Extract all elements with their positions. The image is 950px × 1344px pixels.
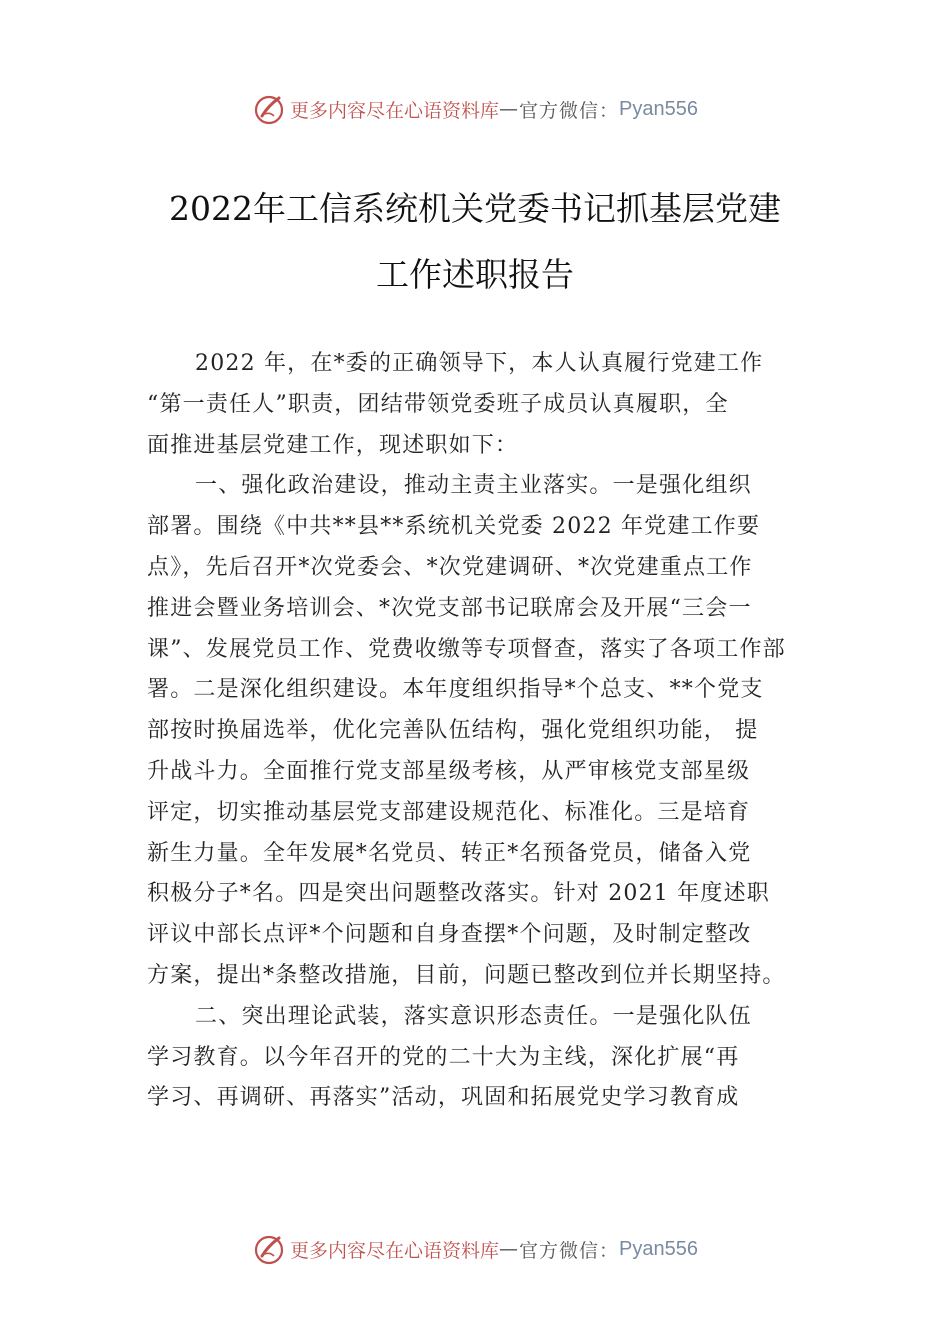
body-line: 学习教育。以今年召开的党的二十大为主线，深化扩展“再 <box>147 1044 740 1070</box>
banner-wechat-label: 官方微信： <box>519 1239 620 1262</box>
body-line: 2022 年，在*委的正确领导下，本人认真履行党建工作 <box>195 351 764 376</box>
body-line: 新生力量。全年发展*名党员、转正*名预备党员，储备入党 <box>147 840 752 866</box>
body-line: 二、突出理论武装，落实意识形态责任。一是强化队伍 <box>195 1003 752 1029</box>
body-line: 课”、发展党员工作、党费收缴等专项督查，落实了各项工作部 <box>147 636 786 662</box>
body-line: “第一责任人”职责，团结带领党委班子成员认真履职，全 <box>147 391 729 417</box>
body-line: 署。二是深化组织建设。本年度组织指导*个总支、**个党支 <box>147 677 764 703</box>
document-body <box>147 344 827 1119</box>
title-line-2: 工作述职报告 <box>376 255 574 294</box>
banner-wechat-id: Pyan556 <box>619 1237 698 1260</box>
body-line: 评议中部长点评*个问题和自身查摆*个问题，及时制定整改 <box>147 922 752 948</box>
banner-dash: — <box>499 1238 520 1260</box>
banner-wechat-label: 官方微信： <box>519 99 620 122</box>
body-line: 积极分子*名。四是突出问题整改落实。针对 2021 年度述职 <box>147 881 770 907</box>
header-banner <box>0 92 950 126</box>
banner-brand-text: 更多内容尽在心语资料库 <box>290 99 500 122</box>
banner-dash: — <box>499 98 520 120</box>
brush-logo-icon <box>252 1232 286 1266</box>
body-line: 学习、再调研、再落实”活动，巩固和拓展党史学习教育成 <box>147 1085 740 1111</box>
body-line: 推进会暨业务培训会、*次党支部书记联席会及开展“三会一 <box>147 595 752 621</box>
banner-wechat-id: Pyan556 <box>619 97 698 120</box>
body-line: 方案，提出*条整改措施，目前，问题已整改到位并长期坚持。 <box>147 962 786 988</box>
document-title <box>0 176 950 308</box>
body-line: 一、强化政治建设，推动主责主业落实。一是强化组织 <box>195 473 752 499</box>
body-line: 评定，切实推动基层党支部建设规范化、标准化。三是培育 <box>147 799 751 825</box>
body-line: 升战斗力。全面推行党支部星级考核，从严审核党支部星级 <box>147 758 751 784</box>
body-line: 部按时换届选举，优化完善队伍结构，强化党组织功能， 提 <box>147 718 759 744</box>
body-line: 部署。围绕《中共**县**系统机关党委 2022 年党建工作要 <box>147 514 761 540</box>
footer-banner <box>0 1232 950 1266</box>
title-line-1: 2022年工信系统机关党委书记抓基层党建 <box>169 189 781 228</box>
body-line: 面推进基层党建工作，现述职如下： <box>147 432 519 458</box>
banner-brand-text: 更多内容尽在心语资料库 <box>290 1239 500 1262</box>
brush-logo-icon <box>252 92 286 126</box>
body-line: 点》，先后召开*次党委会、*次党建调研、*次党建重点工作 <box>147 554 753 580</box>
